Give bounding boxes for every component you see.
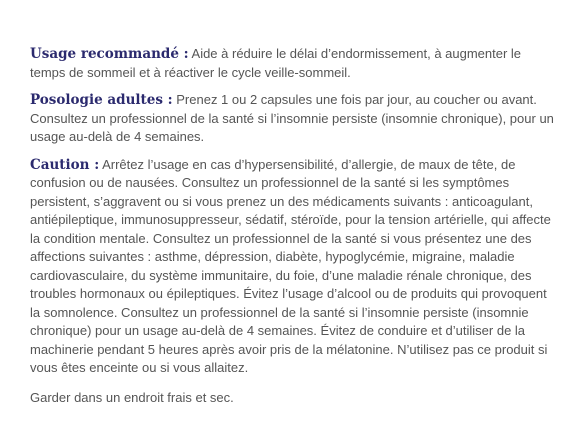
recommended-use-section (30, 45, 560, 82)
adult-dosage-section (30, 91, 560, 147)
caution-heading: Caution : (30, 156, 100, 173)
storage-note: Garder dans un endroit frais et sec. (30, 389, 234, 405)
recommended-use-text: Aide à réduire le délai d’endormissement, à augmenter le temps de sommeil et à réactiver le cycle veille-sommeil. (30, 46, 522, 80)
caution-section (30, 156, 560, 378)
product-description (30, 45, 560, 416)
caution-text: Arrêtez l’usage en cas d’hypersensibilité, d’allergie, de maux de tête, de confusion ou de nausées. Consultez un professionnel de la santé si les symptômes persistent, s’aggravent ou si vous prenez un des médicaments suivants : anticoagulant, antiépileptique, immunosuppresseur, sédatif, stéroïde, pour la tension artérielle, qui affecte la condition mentale. Consultez un professionnel de la santé si vous présentez une des affections suivantes : asthme, dépression, diabète, hypoglycémie, migraine, maladie cardiovasculaire, du système immunitaire, du foie, d’une maladie rénale chronique, des troubles hormonaux ou épileptiques. Évitez l’usage d’alcool ou de produits qui provoquent la somnolence. Consultez un professionnel de la santé si l’insomnie persiste (insomnie chronique) pour un usage au-delà de 4 semaines. Évitez de conduire et d’utiliser de la machinerie pendant 5 heures après avoir pris de la mélatonine. N’utilisez pas ce produit si vous êtes enceinte ou si vous allaitez. (30, 156, 551, 375)
adult-dosage-heading: Posologie adultes : (30, 92, 173, 108)
recommended-use-heading: Usage recommandé : (30, 46, 189, 62)
adult-dosage-text: Prenez 1 ou 2 capsules une fois par jour, au coucher ou avant. Consultez un professionnel de la santé si l’insomnie persiste (insomnie chronique), pour un usage au-delà de 4 semaines. (30, 92, 554, 144)
